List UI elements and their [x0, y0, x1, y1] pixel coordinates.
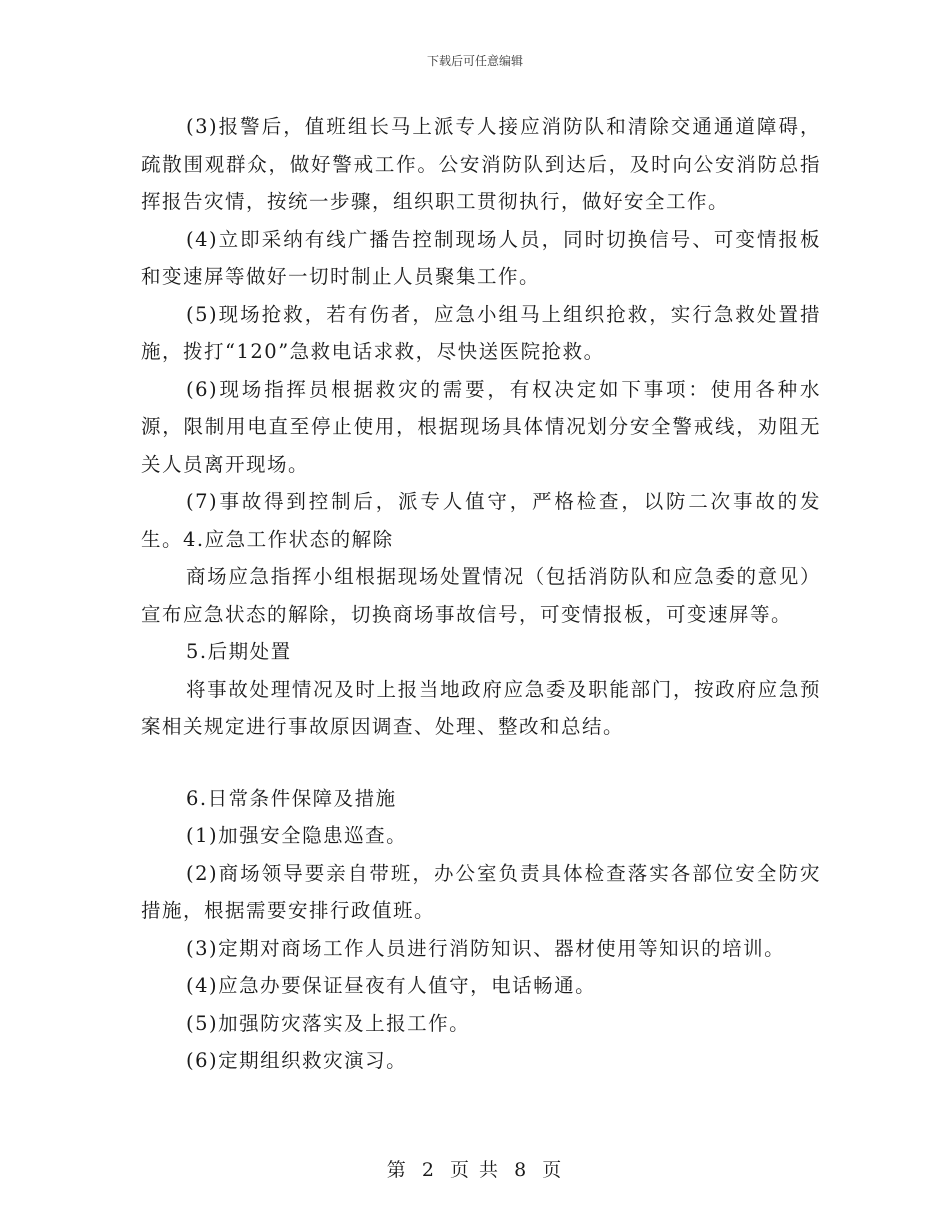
measure-item-3: (3)定期对商场工作人员进行消防知识、器材使用等知识的培训。 — [186, 936, 786, 960]
measure-item-5: (5)加强防灾落实及上报工作。 — [186, 1011, 471, 1035]
section-heading-daily-measures: 6.日常条件保障及措施 — [186, 786, 397, 810]
document-body — [141, 108, 821, 1080]
section-gap — [141, 746, 821, 780]
measure-item-4: (4)应急办要保证昼夜有人值守，电话畅通。 — [186, 974, 597, 997]
measure-item-1: (1)加强安全隐患巡查。 — [186, 824, 408, 847]
page-header: 下载后可任意编辑 — [426, 54, 523, 68]
paragraph-aftermath: 将事故处理情况及时上报当地政府应急委及职能部门，按政府应急预案相关规定进行事故原因调查、处理、整改和总结。 — [141, 677, 821, 738]
paragraph-item-3: (3)报警后，值班组长马上派专人接应消防队和清除交通通道障碍，疏散围观群众，做好警戒工作。公安消防队到达后，及时向公安消防总指挥报告灾情，按统一步骤，组织职工贯彻执行，做好安全工作。 — [141, 115, 821, 213]
measure-item-6: (6)定期组织救灾演习。 — [186, 1049, 408, 1072]
footer-suffix: 页 — [542, 1159, 564, 1181]
paragraph-item-4: (4)立即采纳有线广播告控制现场人员，同时切换信号、可变情报板和变速屏等做好一切时制止人员聚集工作。 — [141, 227, 821, 288]
current-page-number: 2 — [421, 1159, 436, 1181]
paragraph-item-7: (7)事故得到控制后，派专人值守，严格检查，以防二次事故的发生。4.应急工作状态的解除 — [141, 490, 821, 551]
paragraph-item-6: (6)现场指挥员根据救灾的需要，有权决定如下事项：使用各种水源，限制用电直至停止使用，根据现场具体情况划分安全警戒线，劝阻无关人员离开现场。 — [141, 377, 821, 476]
total-page-number: 8 — [514, 1159, 529, 1181]
paragraph-release: 商场应急指挥小组根据现场处置情况（包括消防队和应急委的意见）宣布应急状态的解除，切换商场事故信号，可变情报板，可变速屏等。 — [141, 565, 821, 626]
page-footer — [0, 1155, 950, 1182]
paragraph-item-5: (5)现场抢救，若有伤者，应急小组马上组织抢救，实行急救处置措施，拨打“120”急救电话求救，尽快送医院抢救。 — [141, 302, 821, 363]
footer-mid: 页 共 — [449, 1159, 501, 1181]
measure-item-2: (2)商场领导要亲自带班，办公室负责具体检查落实各部位安全防灾措施，根据需要安排行政值班。 — [141, 861, 821, 922]
section-heading-aftermath: 5.后期处置 — [186, 640, 292, 663]
footer-prefix: 第 — [386, 1159, 408, 1181]
